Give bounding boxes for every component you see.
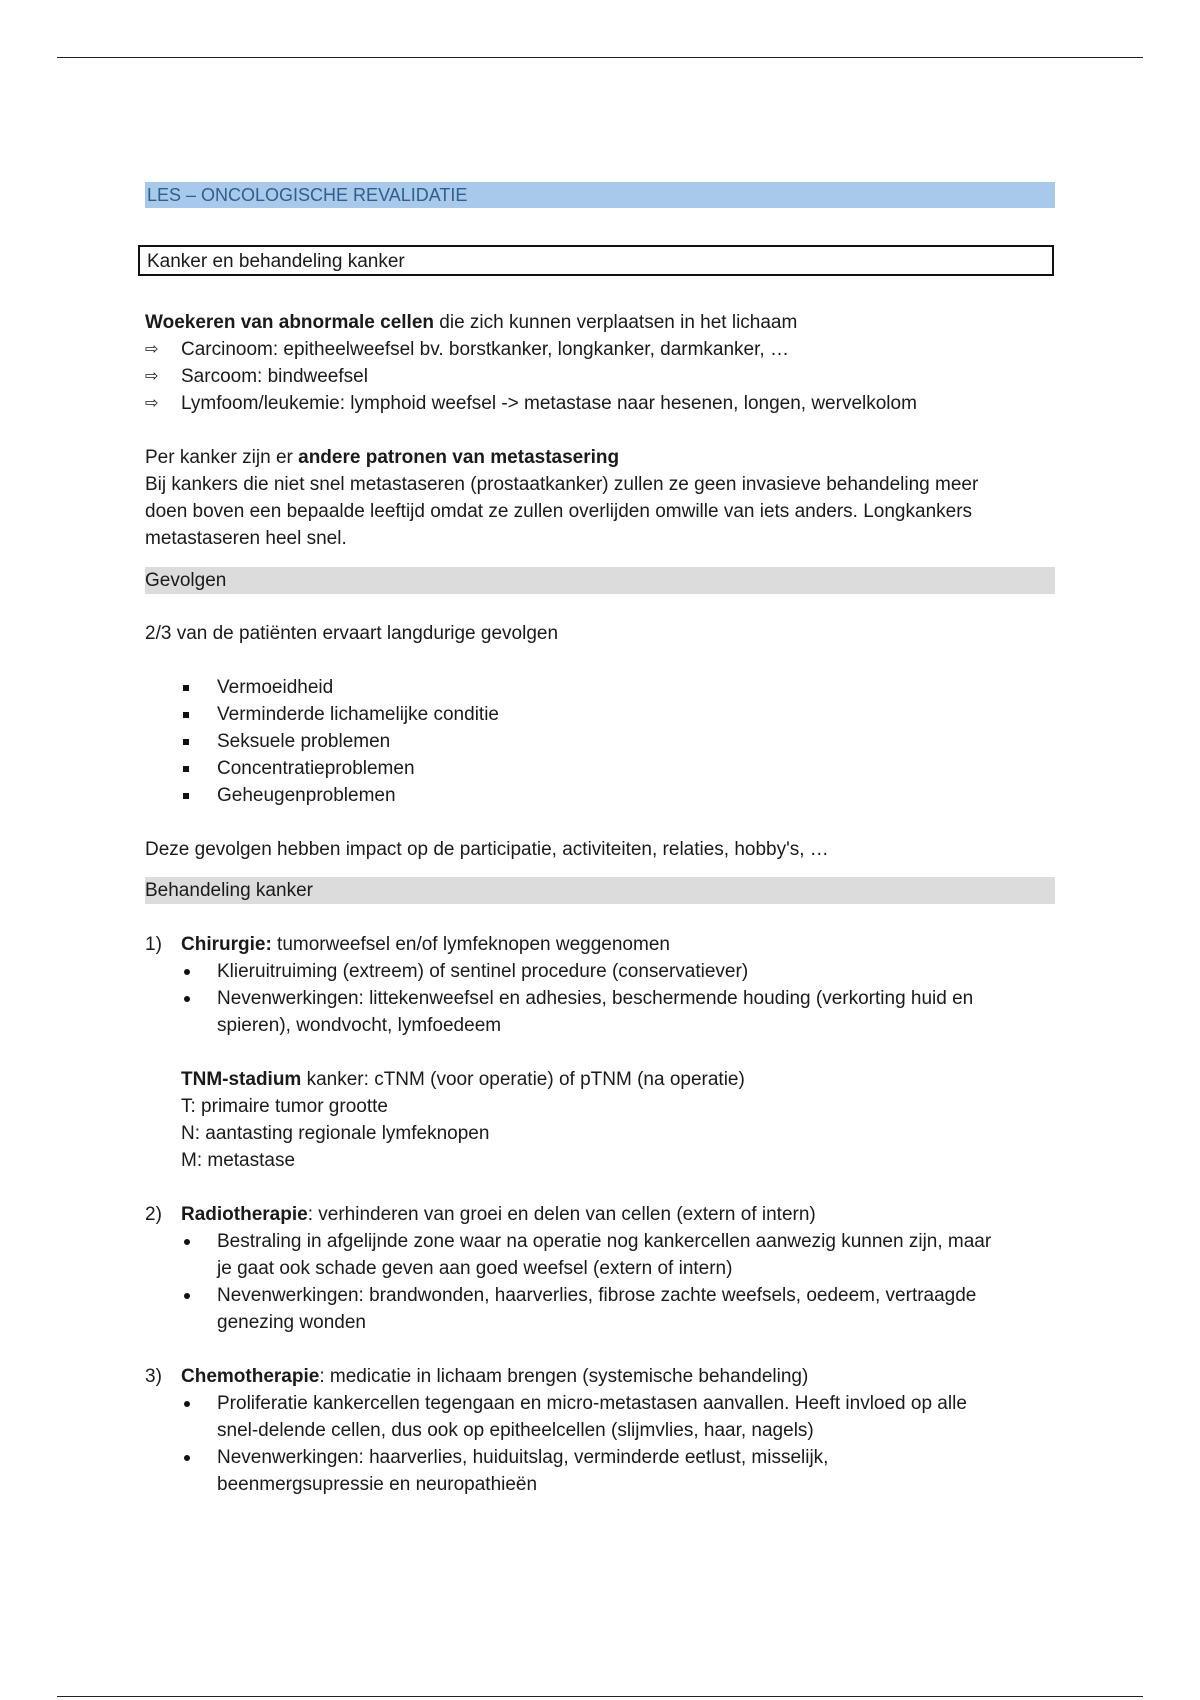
list-item-text-cont: je gaat ook schade geven aan goed weefsel (extern of intern) [217,1258,733,1279]
treatment-desc: tumorweefsel en/of lymfeknopen weggenomen [271,934,670,955]
intro-bold: Woekeren van abnormale cellen [145,312,434,333]
list-item-text: Geheugenproblemen [217,785,396,806]
list-item-text: Nevenwerkingen: haarverlies, huiduitslag, verminderde eetlust, misselijk, [217,1447,829,1468]
metastasis-heading [145,444,1055,471]
tnm-line: M: metastase [181,1150,296,1171]
metastasis-line: metastaseren heel snel. [145,528,347,549]
treatment-item-chemotherapie [145,1363,1055,1390]
round-bullet-icon [181,1282,217,1336]
list-item-text-cont: spieren), wondvocht, lymfoedeem [217,1015,502,1036]
page-footer-rule [57,1696,1143,1697]
metastasis-line: doen boven een bepaalde leeftijd omdat ze zullen overlijden omwille van iets anders. Longkankers [145,501,973,522]
list-item-text: Verminderde lichamelijke conditie [217,704,499,725]
square-bullet-icon [183,755,217,782]
treatment-desc: : medicatie in lichaam brengen (systemische behandeling) [319,1366,809,1387]
arrow-item [145,390,1055,417]
item-number: 3) [145,1366,162,1387]
list-item [181,985,1055,1039]
tnm-line: T: primaire tumor grootte [181,1096,388,1117]
round-bullet-icon [181,985,217,1039]
list-item-text-cont: snel-delende cellen, dus ook op epitheelcellen (slijmvlies, haar, nagels) [217,1420,814,1441]
gevolgen-list [145,674,1055,809]
list-item-text: Bestraling in afgelijnde zone waar na operatie nog kankercellen aanwezig kunnen zijn, maar [217,1231,992,1252]
square-bullet-icon [183,728,217,755]
list-item-text: Nevenwerkingen: littekenweefsel en adhesies, beschermende houding (verkorting huid en [217,988,974,1009]
arrow-item [145,363,1055,390]
list-item-text: Concentratieproblemen [217,758,415,779]
metastasis-bold: andere patronen van metastasering [298,447,620,468]
tnm-heading [181,1066,1055,1093]
arrow-item-text: Lymfoom/leukemie: lymphoid weefsel -> metastase naar hesenen, longen, wervelkolom [181,393,917,414]
chirurgie-bullets [181,958,1055,1039]
list-item-text: Seksuele problemen [217,731,391,752]
document-body [145,182,1055,1498]
treatment-name: Chemotherapie [181,1366,320,1387]
list-item-text: Nevenwerkingen: brandwonden, haarverlies, fibrose zachte weefsels, oedeem, vertraagde [217,1285,977,1306]
section-heading-behandeling: Behandeling kanker [145,877,1055,904]
square-bullet-icon [183,674,217,701]
section-heading-gevolgen: Gevolgen [145,567,1055,594]
round-bullet-icon [181,958,217,985]
list-item [181,1282,1055,1336]
boxed-heading: Kanker en behandeling kanker [138,245,1054,276]
list-item [181,958,1055,985]
gevolgen-outro: Deze gevolgen hebben impact op de participatie, activiteiten, relaties, hobby's, … [145,839,829,860]
list-item [183,728,1055,755]
tnm-line: N: aantasting regionale lymfeknopen [181,1123,490,1144]
tnm-bold: TNM-stadium [181,1069,302,1090]
treatment-name: Chirurgie: [181,934,272,955]
round-bullet-icon [181,1444,217,1498]
chemotherapie-bullets [181,1390,1055,1498]
item-number: 2) [145,1204,162,1225]
list-item-text: Proliferatie kankercellen tegengaan en micro-metastasen aanvallen. Heeft invloed op alle [217,1393,967,1414]
list-item-text: Vermoeidheid [217,677,334,698]
arrow-right-icon: ⇨ [145,395,159,412]
list-item [181,1228,1055,1282]
square-bullet-icon [183,701,217,728]
metastasis-pre: Per kanker zijn er [145,447,299,468]
list-item-text-cont: genezing wonden [217,1312,366,1333]
round-bullet-icon [181,1390,217,1444]
arrow-item-text: Sarcoom: bindweefsel [181,366,368,387]
arrow-right-icon: ⇨ [145,341,159,358]
arrow-item-text: Carcinoom: epitheelweefsel bv. borstkanker, longkanker, darmkanker, … [181,339,789,360]
treatment-item-chirurgie [145,931,1055,958]
radiotherapie-bullets [181,1228,1055,1336]
list-item [183,755,1055,782]
list-item [183,782,1055,809]
treatment-item-radiotherapie [145,1201,1055,1228]
intro-paragraph [145,309,1055,336]
list-item [183,701,1055,728]
item-number: 1) [145,934,162,955]
list-item-text: Klieruitruiming (extreem) of sentinel procedure (conservatiever) [217,961,749,982]
list-item [181,1390,1055,1444]
page-title: LES – ONCOLOGISCHE REVALIDATIE [145,182,1055,208]
arrow-right-icon: ⇨ [145,368,159,385]
treatment-name: Radiotherapie [181,1204,308,1225]
gevolgen-intro: 2/3 van de patiënten ervaart langdurige gevolgen [145,623,559,644]
treatment-desc: : verhinderen van groei en delen van cellen (extern of intern) [307,1204,816,1225]
metastasis-line: Bij kankers die niet snel metastaseren (prostaatkanker) zullen ze geen invasieve behandeling meer [145,474,979,495]
list-item [181,1444,1055,1498]
arrow-item [145,336,1055,363]
list-item-text-cont: beenmergsupressie en neuropathieën [217,1474,538,1495]
intro-rest: die zich kunnen verplaatsen in het lichaam [434,312,798,333]
tnm-block [181,1066,1055,1174]
round-bullet-icon [181,1228,217,1282]
tnm-rest: kanker: cTNM (voor operatie) of pTNM (na operatie) [301,1069,745,1090]
page-header-rule [57,57,1143,58]
square-bullet-icon [183,782,217,809]
list-item [183,674,1055,701]
